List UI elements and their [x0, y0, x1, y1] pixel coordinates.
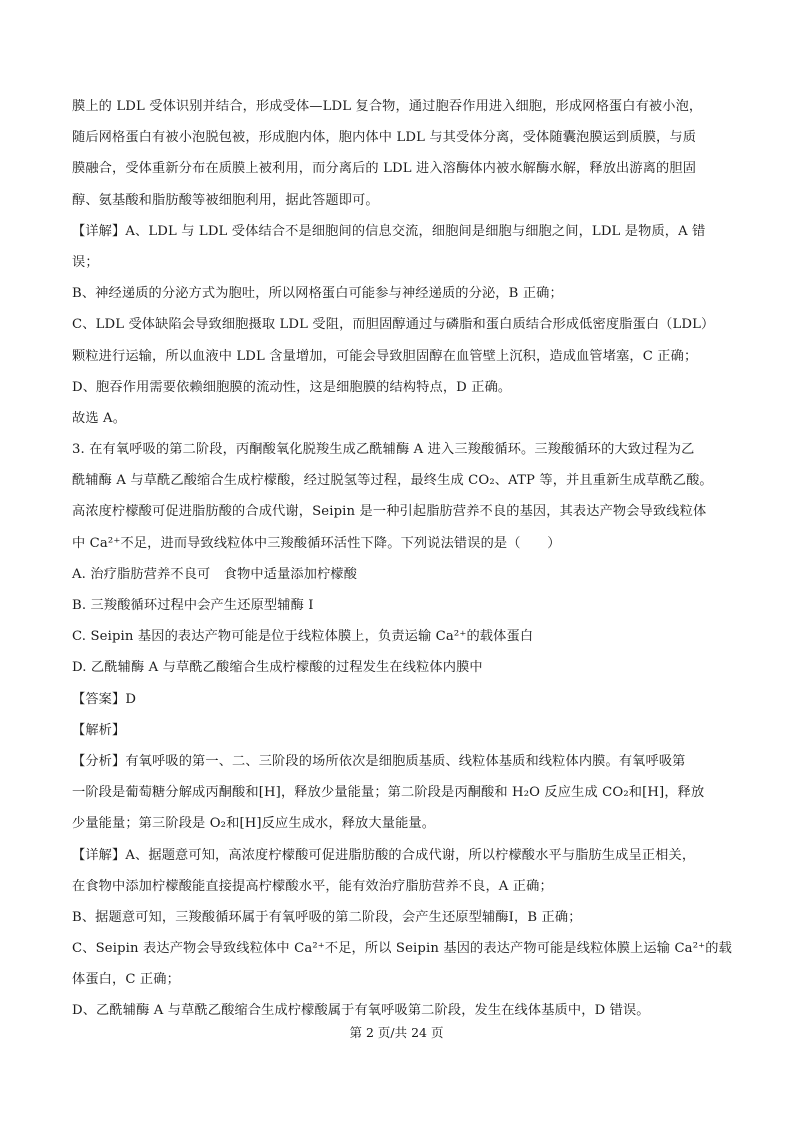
text-line: B、据题意可知，三羧酸循环属于有氧呼吸的第二阶段，会产生还原型辅酶Ⅰ，B 正确；: [72, 909, 582, 925]
text-line: 膜融合，受体重新分布在质膜上被利用，而分离后的 LDL 进入溶酶体内被水解酶水解，释放出游离的胆固: [72, 161, 697, 177]
text-line: 体蛋白，C 正确；: [72, 972, 180, 988]
text-line: B、神经递质的分泌方式为胞吐，所以网格蛋白可能参与神经递质的分泌，B 正确；: [72, 286, 563, 302]
text-line: 颗粒进行运输，所以血液中 LDL 含量增加，可能会导致胆固醇在血管壁上沉积，造成血管堵塞，C 正确；: [72, 348, 698, 364]
page-footer: 第 2 页/共 24 页: [349, 1025, 444, 1040]
text-line: D、乙酰辅酶 A 与草酰乙酸缩合生成柠檬酸属于有氧呼吸第二阶段，发生在线体基质中，D 错误。: [72, 1003, 650, 1019]
text-line: C、Seipin 表达产物会导致线粒体中 Ca²⁺不足，所以 Seipin 基因的表达产物可能是线粒体膜上运输 Ca²⁺的载: [72, 941, 732, 957]
question-stem-line: 中 Ca²⁺不足，进而导致线粒体中三羧酸循环活性下降。下列说法错误的是（ ）: [72, 535, 561, 551]
text-line: 在食物中添加柠檬酸能直接提高柠檬酸水平，能有效治疗脂肪营养不良，A 正确；: [72, 878, 553, 894]
text-line: 【详解】A、据题意可知，高浓度柠檬酸可促进脂肪酸的合成代谢，所以柠檬酸水平与脂肪生成呈正相关，: [72, 847, 696, 863]
text-line: 膜上的 LDL 受体识别并结合，形成受体—LDL 复合物，通过胞吞作用进入细胞，形成网格蛋白有被小泡，: [72, 99, 703, 114]
option-a: A. 治疗脂肪营养不良可 食物中适量添加柠檬酸: [72, 566, 358, 582]
document-body: [72, 91, 740, 1027]
text-line: 一阶段是葡萄糖分解成丙酮酸和[H]，释放少量能量；第二阶段是丙酮酸和 H₂O 反应生成 CO₂和[H]，释放: [72, 785, 705, 801]
question-stem-line: 高浓度柠檬酸可促进脂肪酸的合成代谢，Seipin 是一种引起脂肪营养不良的基因，其表达产物会导致线粒体: [72, 504, 707, 520]
text-line: C、LDL 受体缺陷会导致细胞摄取 LDL 受阻，而胆固醇通过与磷脂和蛋白质结合形成低密度脂蛋白（LDL）: [72, 317, 715, 333]
option-b: B. 三羧酸循环过程中会产生还原型辅酶 I: [72, 598, 314, 613]
question-stem-line: 3. 在有氧呼吸的第二阶段，丙酮酸氧化脱羧生成乙酰辅酶 A 进入三羧酸循环。三羧酸循环的大致过程为乙: [72, 442, 695, 458]
text-line: 【详解】A、LDL 与 LDL 受体结合不是细胞间的信息交流，细胞间是细胞与细胞之间，LDL 是物质，A 错: [72, 223, 706, 239]
text-line: 误；: [72, 254, 99, 270]
text-line: 少量能量；第三阶段是 O₂和[H]反应生成水，释放大量能量。: [72, 816, 436, 832]
analysis-heading: 【解析】: [72, 722, 126, 738]
question-stem-line: 酰辅酶 A 与草酰乙酸缩合生成柠檬酸，经过脱氢等过程，最终生成 CO₂、ATP 等，并且重新生成草酰乙酸。: [72, 473, 713, 489]
option-c: C. Seipin 基因的表达产物可能是位于线粒体膜上，负责运输 Ca²⁺的载体蛋白: [72, 629, 534, 645]
text-line: 故选 A。: [72, 410, 127, 426]
text-line: 随后网格蛋白有被小泡脱包被，形成胞内体，胞内体中 LDL 与其受体分离，受体随囊泡膜运到质膜，与质: [72, 130, 697, 146]
text-line: 醇、氨基酸和脂肪酸等被细胞利用，据此答题即可。: [72, 192, 379, 208]
option-d: D. 乙酰辅酶 A 与草酰乙酸缩合生成柠檬酸的过程发生在线粒体内膜中: [72, 660, 483, 676]
answer-line: 【答案】D: [72, 691, 137, 707]
text-line: 【分析】有氧呼吸的第一、二、三阶段的场所依次是细胞质基质、线粒体基质和线粒体内膜。有氧呼吸第: [72, 753, 686, 769]
text-line: D、胞吞作用需要依赖细胞膜的流动性，这是细胞膜的结构特点，D 正确。: [72, 379, 512, 395]
